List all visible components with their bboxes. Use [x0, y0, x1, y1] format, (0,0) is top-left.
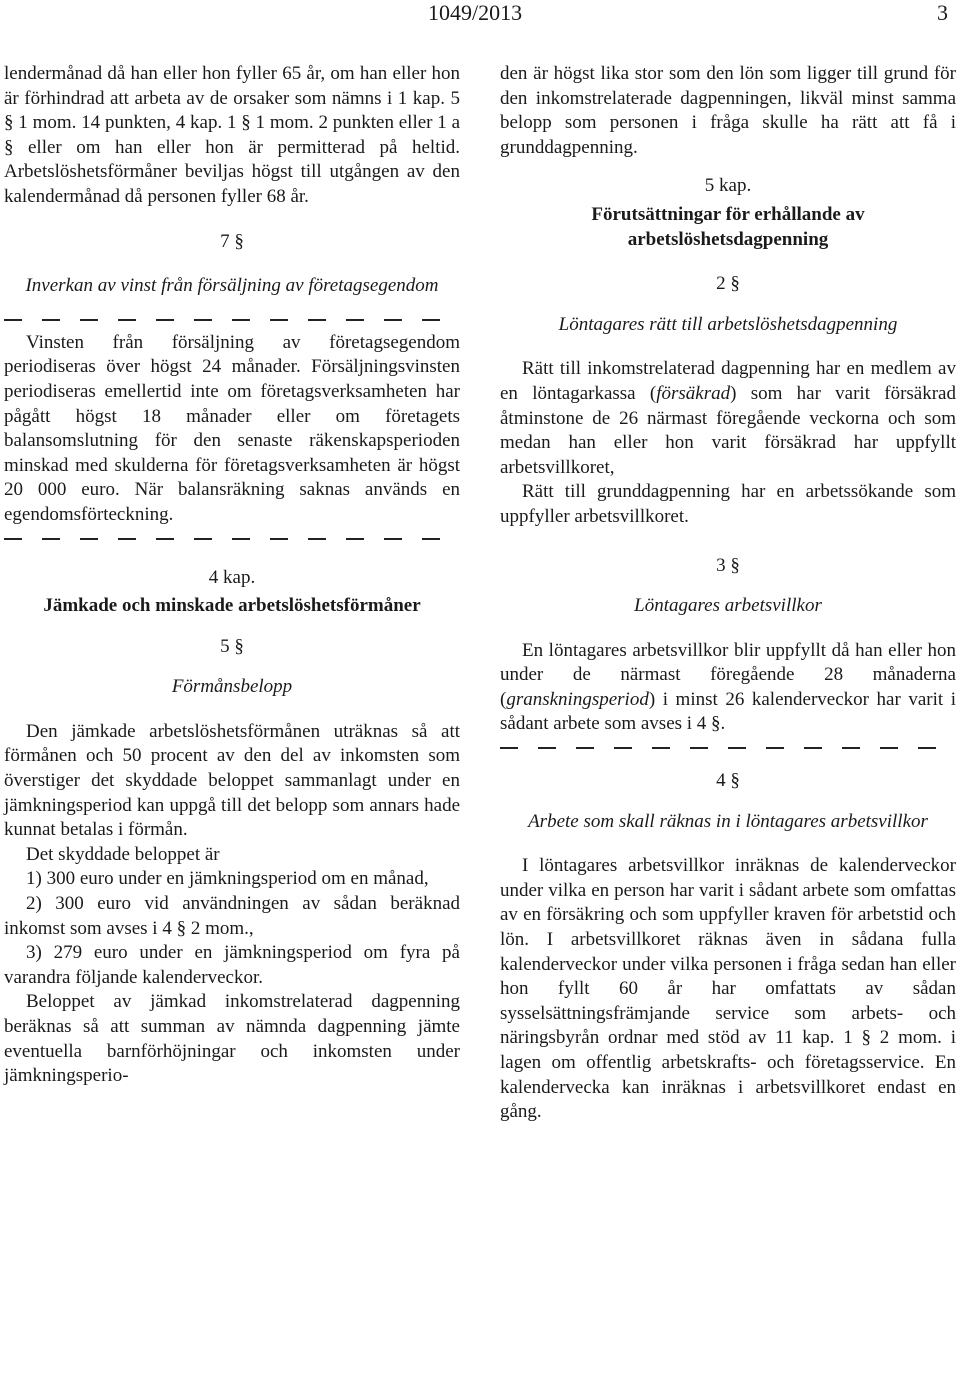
paragraph: den är högst lika stor som den lön som ligger till grund för den inkomstrelaterade dagpenningen, likväl minst samma belopp som personen i fråga skulle ha rätt att få i grunddagpenning.	[500, 63, 956, 158]
paragraph: lendermånad då han eller hon fyller 65 år, om han eller hon är förhindrad att arbeta av de orsaker som nämns i 1 kap. 5 § 1 mom. 14 punkten, 4 kap. 1 § 1 mom. 2 punkten eller 1 a § eller om han eller hon är permitterad på heltid. Arbetslöshetsförmåner beviljas högst till utgången av den kalendermånad då personen fyller 68 år.	[4, 63, 460, 207]
section-title: Löntagares rätt till arbetslöshetsdagpenning	[558, 313, 898, 335]
paragraph: I löntagares arbetsvillkor inräknas de kalenderveckor under vilka en person har varit i sådant arbete som omfattas av en försäkring och som uppfyller kraven för arbetstid och lön. I arbetsvillkoret räknas även in sådana fulla kalenderveckor under vilka personen i fråga sedan han eller hon fyllt 60 år har omfattats av sådan sysselsättningsfrämjande service som arbets- och näringsbyrån ordnar med stöd av 11 kap. 1 § 2 mom. i lagen om offentlig arbetskrafts- och företagsservice. En kalendervecka kan inräknas i arbetsvillkoret endast en gång.	[500, 855, 956, 1123]
text-run: Rätt till inkomstrelaterad dagpenning har en medlem av en löntagarkassa (	[500, 358, 956, 404]
document-number: 1049/2013	[428, 0, 523, 25]
section-title: Förmånsbelopp	[171, 676, 293, 698]
omission-dash-line	[500, 747, 956, 749]
section-number: 4 §	[716, 770, 740, 792]
page-header	[0, 0, 960, 30]
text-run: En löntagares arbetsvillkor blir uppfyllt då han eller hon under de närmast föregående 28 månaderna (	[500, 639, 956, 710]
section-title: Inverkan av vinst från försäljning av företagsegendom	[25, 275, 439, 297]
left-column	[4, 62, 460, 1089]
omission-dash-line	[4, 319, 460, 321]
paragraph	[500, 639, 956, 737]
omission-dash-line	[4, 538, 460, 540]
text-run: ) som har varit försäkrad åtminstone de 26 närmast föregående veckorna och som medan han eller hon varit försäkrad har uppfyllt arbetsvillkoret,	[500, 382, 956, 478]
chapter-number: 4 kap.	[208, 566, 256, 588]
paragraph	[500, 357, 956, 480]
list-item: 2) 300 euro vid användningen av sådan beräknad inkomst som avses i 4 § 2 mom.,	[4, 893, 460, 939]
paragraph: Det skyddade beloppet är	[26, 843, 220, 865]
section-title: Arbete som skall räknas in i löntagares arbetsvillkor	[528, 810, 928, 832]
paragraph: Vinsten från försäljning av företagsegendom periodiseras över högst 24 månader. Försäljningsvinsten periodiseras emellertid inte om företagsverksamheten har pågått högst 18 månader eller om företagets balansomslutning för den senaste räkenskapsperioden minskad med skulderna för företagsverksamheten är högst 20 000 euro. När balansräkning saknas används en egendomsförteckning.	[4, 331, 460, 525]
chapter-title: Förutsättningar för erhållande av arbetslöshetsdagpenning	[591, 203, 865, 250]
section-number: 2 §	[716, 273, 740, 295]
chapter-title: Jämkade och minskade arbetslöshetsförmåner	[43, 595, 421, 617]
right-column	[500, 62, 956, 1125]
text-run: ) i minst 26 kalenderveckor har varit i sådant arbete som avses i 4 §.	[500, 688, 956, 735]
section-number: 5 §	[220, 635, 244, 657]
section-number: 7 §	[220, 230, 244, 252]
section-number: 3 §	[716, 554, 740, 576]
paragraph: Beloppet av jämkad inkomstrelaterad dagpenning beräknas så att summan av nämnda dagpenning jämte eventuella barnförhöjningar och inkomsten under jämkningsperio-	[4, 991, 460, 1087]
term: försäkrad	[656, 382, 731, 404]
list-item: 1) 300 euro under en jämkningsperiod om en månad,	[26, 868, 429, 890]
paragraph: Rätt till grunddagpenning har en arbetssökande som uppfyller arbetsvillkoret.	[500, 481, 956, 527]
list-item: 3) 279 euro under en jämkningsperiod om fyra på varandra följande kalenderveckor.	[4, 942, 460, 988]
section-title: Löntagares arbetsvillkor	[634, 595, 822, 617]
term: granskningsperiod	[506, 688, 649, 710]
page-number: 3	[937, 0, 948, 25]
paragraph: Den jämkade arbetslöshetsförmånen uträknas så att förmånen och 50 procent av den del av inkomsten som överstiger det skyddade beloppet sammanlagt under en jämkningsperiod kan uppgå till det belopp som annars hade kunnat betalas i förmån.	[4, 720, 460, 841]
chapter-number: 5 kap.	[704, 175, 752, 197]
